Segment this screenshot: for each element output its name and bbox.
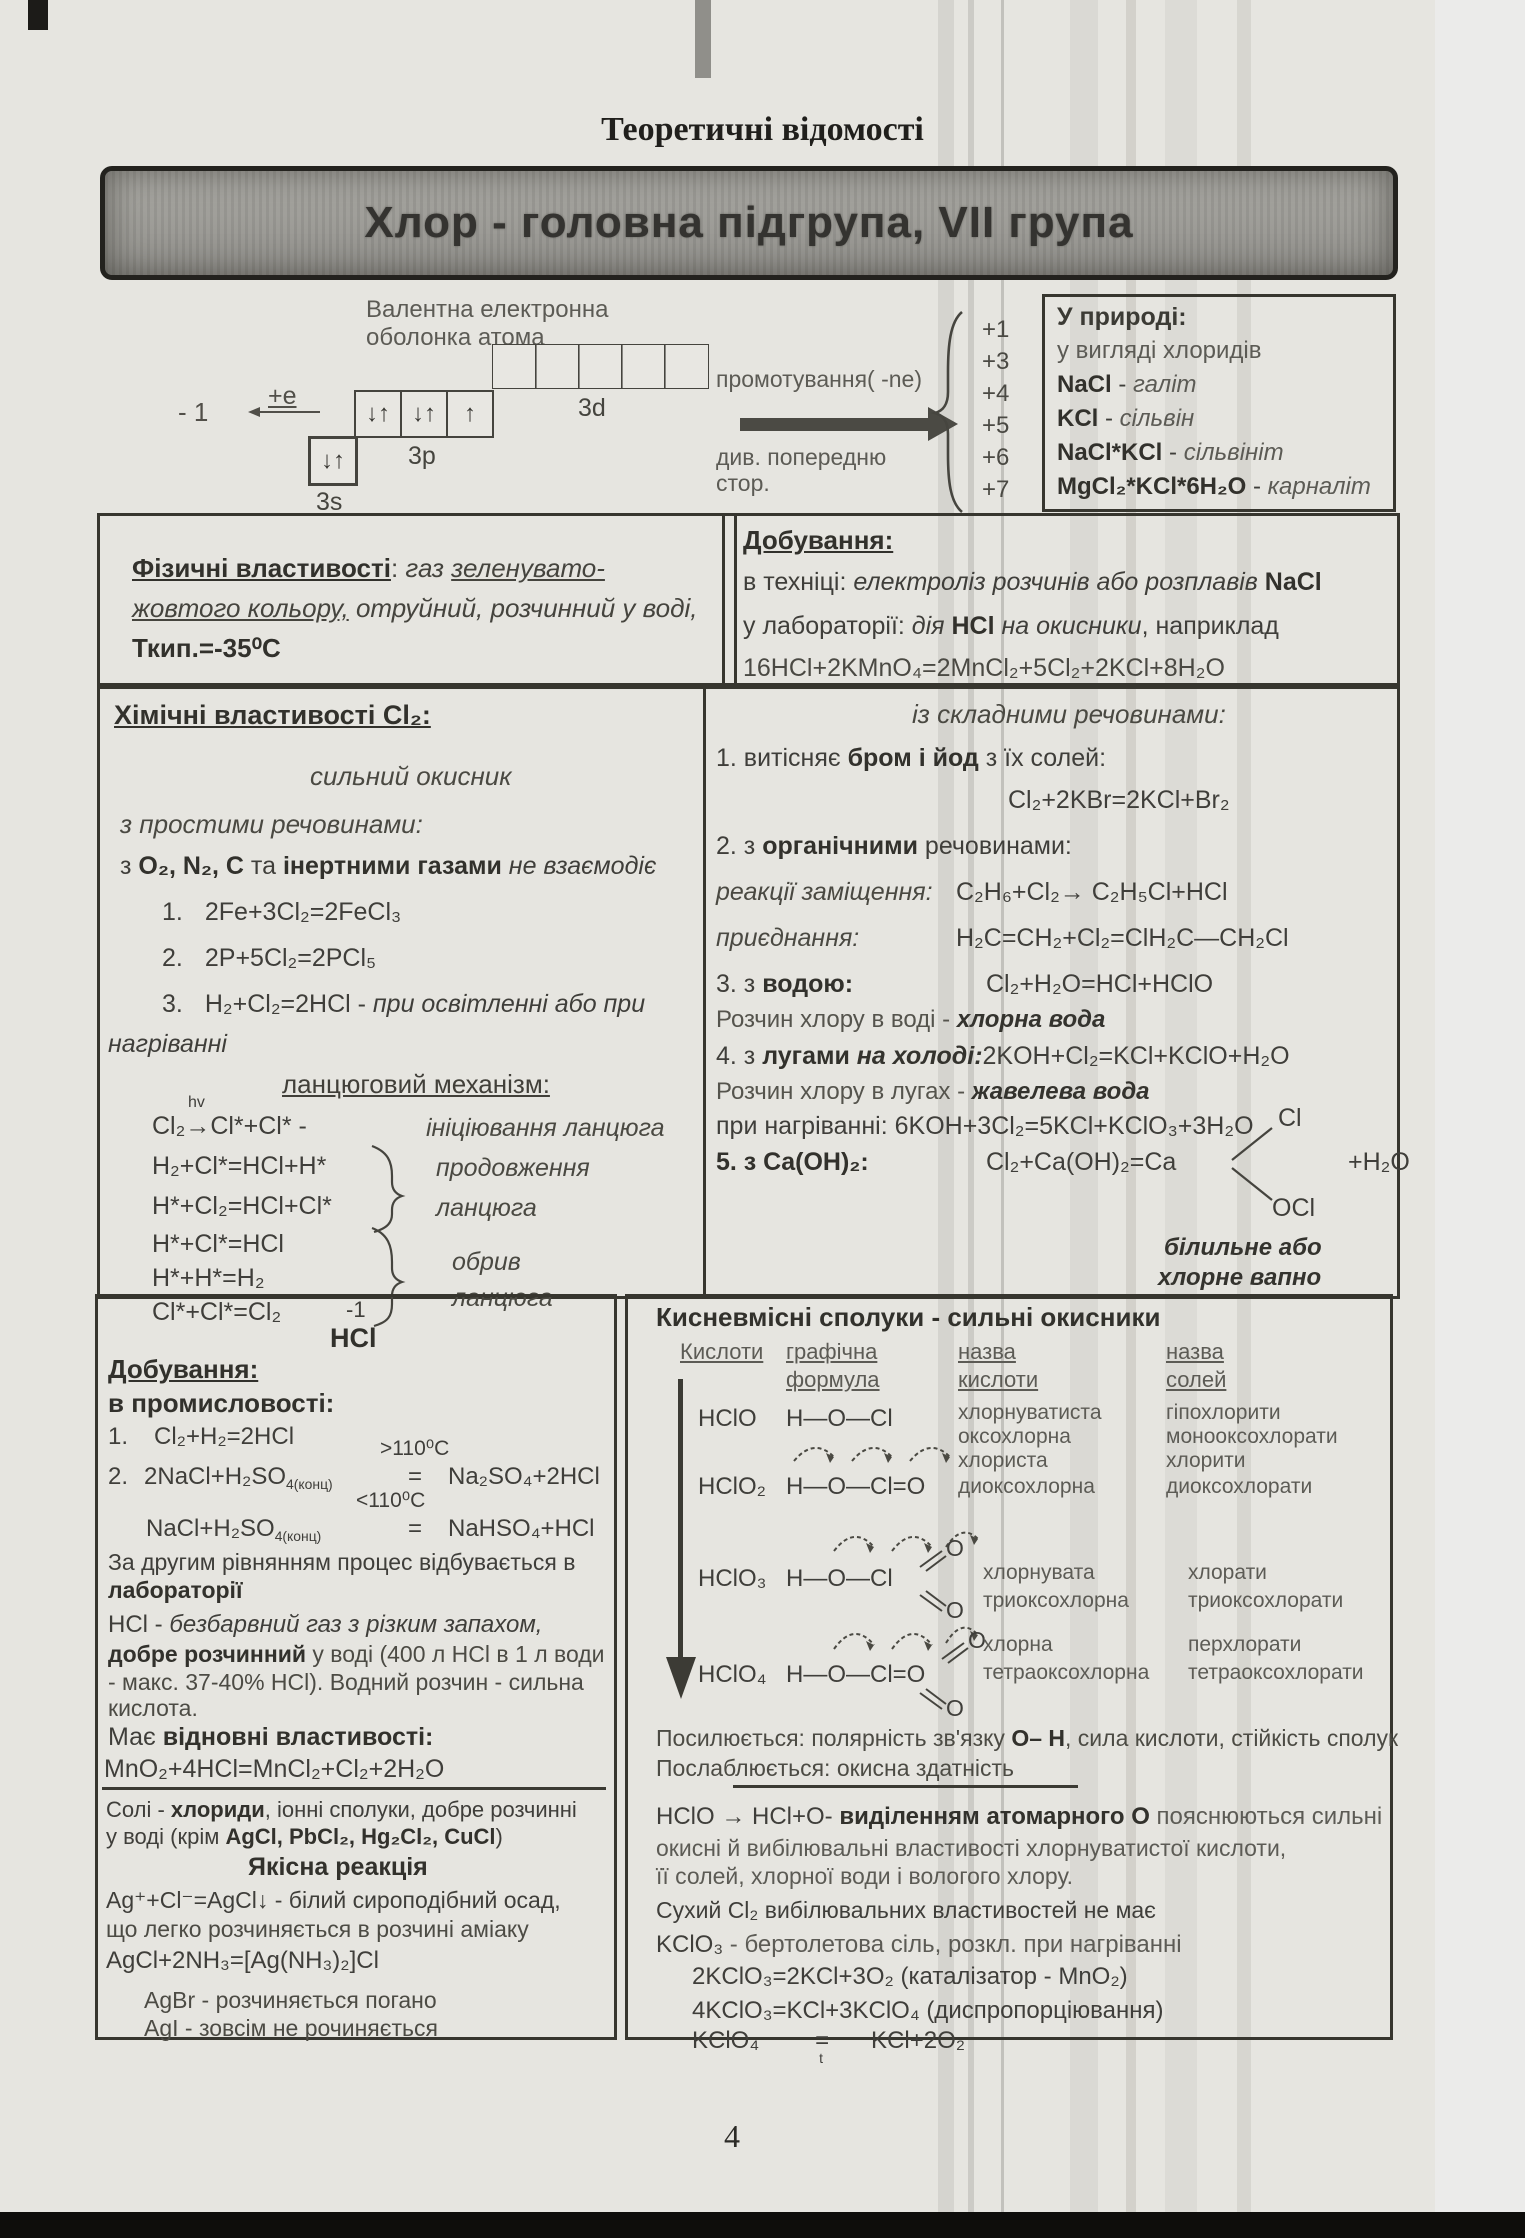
physical-seg: газ: [405, 553, 452, 583]
hcl-desc-3: - макс. 37-40% HCl). Водний розчин - сильна: [108, 1669, 584, 1695]
nature-item: [1057, 371, 1197, 399]
text: О– Н: [1011, 1725, 1066, 1751]
physical-properties-box: [97, 513, 737, 689]
orbital-3d-1: [492, 344, 537, 389]
branch-bottom: OCl: [1272, 1194, 1316, 1222]
orbital-3p-3: [446, 390, 494, 438]
text: ): [495, 1824, 503, 1849]
column-divider: [703, 686, 706, 1296]
oxidation-state: +3: [982, 348, 1010, 375]
cl2-production-title: Добування:: [743, 525, 894, 555]
hcl-eq-3-right: NaHSO₄+HCl: [448, 1515, 595, 1542]
page-title: [0, 110, 1525, 149]
text: , сила кислоти, стійкість сполук: [1065, 1725, 1399, 1751]
hclo-decomp-2: окисні й вибілювальні властивості хлорнуватистої кислоти,: [656, 1835, 1287, 1861]
col-header-acids: Кислоти: [680, 1339, 764, 1364]
bleach-note-1: білильне або: [1164, 1234, 1322, 1261]
condition: t: [819, 2050, 824, 2067]
hcl-salts-1: [106, 1797, 577, 1822]
equation: 2NaCl+H₂SO: [144, 1463, 287, 1490]
text: речовинами:: [917, 832, 1072, 860]
text: 3. з: [716, 970, 763, 998]
acid-name: диоксохлорна: [958, 1475, 1095, 1498]
equation: 6KOH+3Cl₂=5KCl+KClO₃+3H₂O: [894, 1112, 1254, 1140]
complex-title: із складними речовинами:: [912, 699, 1226, 729]
nature-title: У природі:: [1057, 303, 1187, 331]
oxy-title: Кисневмісні сполуки - сильні окисники: [656, 1302, 1161, 1332]
branch-lines-icon: [1226, 1114, 1278, 1206]
see-prev-label: [716, 444, 886, 497]
oxidation-state: +6: [982, 444, 1010, 471]
label-3p: 3p: [408, 442, 436, 470]
sign: =: [815, 2027, 830, 2054]
nature-box: [1042, 294, 1396, 512]
electron-caption: [366, 296, 608, 351]
bottom-bar: [0, 2212, 1525, 2238]
text: водою:: [762, 970, 854, 998]
hcl-eq-3-cond: <110⁰C: [356, 1489, 426, 1512]
acid-name: оксохлорна: [958, 1425, 1071, 1448]
electron-shift-arcs-icon: [788, 1435, 968, 1465]
mineral-name: карналіт: [1267, 473, 1371, 500]
addition-eq: H₂C=CH₂+Cl₂=ClH₂C—CH₂Cl: [956, 924, 1289, 952]
qualitative-3: AgCl+2NH₃=[Ag(NH₃)₂]Cl: [106, 1947, 379, 1974]
plus-e-arrow-icon: [248, 406, 328, 420]
col-header-acidname-1: назва: [958, 1339, 1016, 1364]
mineral-formula: NaCl: [1057, 371, 1112, 398]
salt-name: триоксохлорати: [1188, 1589, 1344, 1612]
substitution-eq: C₂H₆+Cl₂→ C₂H₅Cl+HCl: [956, 878, 1228, 906]
oxygen-branch-top: O: [946, 1535, 964, 1561]
caoh2-eq: Cl₂+Ca(OH)₂=Ca: [986, 1148, 1177, 1176]
mech-row-2: H₂+Cl*=HCl+H*: [152, 1152, 327, 1180]
physical-seg: отруйний, розчинний у воді,: [348, 593, 698, 623]
text: 4. з: [716, 1042, 763, 1070]
equation-p: [162, 944, 376, 973]
text: пояснюються сильні: [1149, 1803, 1383, 1830]
text: Посилюється: полярність зв'язку: [656, 1725, 1012, 1751]
electron-caption-2: оболонка атома: [366, 323, 545, 351]
see-prev-2: стор.: [716, 470, 770, 497]
col-header-acidname-2: кислоти: [958, 1367, 1039, 1392]
mineral-name: сільвініт: [1183, 439, 1284, 466]
equation: NaCl+H₂SO: [146, 1515, 275, 1542]
col-header-formula-1: графічна: [786, 1339, 878, 1364]
colon: :: [390, 553, 406, 583]
subscript: 4(конц): [274, 1527, 322, 1544]
orbital-3d-5: [664, 344, 709, 389]
num: 1.: [162, 898, 183, 926]
branch-top: Cl: [1278, 1104, 1302, 1132]
double-bond-icon: [916, 1545, 950, 1571]
note-3: [716, 1006, 1105, 1034]
text: на холоді:: [849, 1042, 983, 1070]
text: електроліз розчинів або розплавів: [853, 568, 1265, 596]
hcl-production-title: Добування:: [108, 1354, 259, 1384]
acid-formula: HClO: [698, 1405, 757, 1432]
acid-formula: HClO₃: [698, 1565, 767, 1592]
double-bond-icon: [938, 1637, 972, 1663]
dash: -: [1111, 371, 1134, 398]
trend-arrowhead-icon: [666, 1657, 696, 1699]
text: HCl -: [108, 1611, 170, 1638]
kclo3-eq-2: 4KClO₃=KCl+3KClO₄ (диспропорціювання): [692, 1997, 1164, 2024]
qualitative-title: Якісна реакція: [248, 1853, 428, 1881]
nature-item: [1057, 405, 1194, 433]
hclo-decomp-1: [656, 1803, 1382, 1831]
equation: 2Fe+3Cl₂=2FeCl₃: [204, 898, 402, 926]
oxidation-state: +4: [982, 380, 1010, 407]
subscript: 4(конц): [286, 1475, 333, 1492]
text: безбарвний газ з різким запахом,: [169, 1611, 543, 1638]
qualitative-2: що легко розчиняється в розчині аміаку: [106, 1916, 529, 1942]
equation-h2: [162, 990, 645, 1019]
text: 1. витісняє: [716, 744, 848, 772]
text: Розчин хлору в лугах -: [716, 1078, 972, 1105]
formula: KClO₄: [692, 2027, 760, 2054]
hcl-box: [95, 1294, 617, 2040]
text: жавелева вода: [971, 1078, 1150, 1105]
acid-name: хлорнувата: [983, 1561, 1095, 1584]
orbital-3d-2: [535, 344, 580, 389]
text: AgCl, PbCl₂, Hg₂Cl₂, CuCl: [225, 1824, 496, 1849]
label: у лабораторії:: [743, 612, 912, 640]
num: 1.: [108, 1423, 129, 1450]
text: та: [243, 852, 283, 880]
equation-fe: [162, 898, 401, 927]
hcl-eq-2-cond: >110⁰C: [380, 1437, 450, 1460]
banner-title: Хлор - головна підгрупа, VII група: [364, 198, 1134, 247]
orbital-3d-4: [621, 344, 666, 389]
mech-row-6: Cl*+Cl*=Cl₂: [152, 1298, 282, 1326]
equation: Cl₂+H₂=2HCl: [154, 1423, 295, 1450]
kclo3-note: [656, 1931, 1182, 1959]
hcl-salts-2: [106, 1824, 503, 1849]
label: в техніці:: [743, 568, 854, 596]
cl2-production-box: [722, 513, 1400, 689]
condition: при освітленні або при: [372, 990, 646, 1018]
boiling-point: Ткип.=-35⁰С: [132, 633, 281, 663]
text: органічними: [762, 832, 918, 860]
col-header-saltname-1: назва: [1166, 1339, 1224, 1364]
text: лугами: [762, 1042, 850, 1070]
complex-item-4: [716, 1042, 1290, 1071]
text: не взаємодіє: [501, 852, 657, 880]
structural-formula: H—O—Cl: [786, 1405, 893, 1432]
col-header-saltname-2: солей: [1166, 1367, 1227, 1392]
electron-caption-1: Валентна електронна: [366, 296, 609, 323]
orbital-3p3-electrons: ↑: [464, 400, 476, 427]
text: - бертолетова сіль, розкл. при нагріванні: [723, 1931, 1182, 1958]
equation: Cl₂→Cl*+Cl* -: [152, 1112, 307, 1140]
acid-name: хлорна: [983, 1633, 1053, 1656]
mineral-name: галіт: [1133, 371, 1197, 398]
double-bond-icon: [916, 1591, 950, 1617]
equation: HClO → HCl+O-: [656, 1803, 840, 1830]
formula: O₂, N₂, C: [138, 852, 244, 880]
salt-name: перхлорати: [1188, 1633, 1302, 1656]
substitution-label: реакції заміщення:: [716, 878, 933, 906]
acid-name: тетраоксохлорна: [983, 1661, 1150, 1684]
hcl-eq-2-right: Na₂SO₄+2HCl: [448, 1463, 600, 1490]
salt-name: хлорити: [1166, 1449, 1246, 1472]
text: хлориди: [170, 1797, 265, 1822]
weaken-line: Послаблюється: окисна здатність: [656, 1755, 1015, 1781]
dash: -: [1162, 439, 1184, 466]
hcl-eq-3: [146, 1515, 321, 1544]
note-4b: [716, 1112, 1254, 1141]
hcl-desc-4: кислота.: [108, 1695, 198, 1721]
scan-mark: [28, 0, 48, 30]
hclo-decomp-3: її солей, хлорної води і вологого хлору.: [656, 1863, 1074, 1889]
salt-name: тетраоксохлорати: [1188, 1661, 1364, 1684]
oxygen-branch-bottom: O: [946, 1597, 964, 1623]
double-bond-icon: [916, 1689, 950, 1715]
hcl-industry-label: в промисловості:: [108, 1388, 335, 1418]
formula: KClO₃: [656, 1931, 724, 1958]
hcl-eq-1: [108, 1423, 294, 1451]
kclo4-eq: [692, 2027, 965, 2066]
orbital-3s: [308, 436, 358, 486]
formula: NaCl: [1264, 568, 1322, 596]
hcl-eq-2: [108, 1463, 333, 1492]
mech-label-1: ініціювання ланцюга: [426, 1114, 665, 1142]
text: у воді (крім: [106, 1824, 226, 1849]
chemical-title: Хімічні властивості Cl₂:: [114, 700, 431, 730]
mineral-name: сільвін: [1119, 405, 1195, 432]
label: 5. з Ca(OH)₂:: [716, 1148, 869, 1176]
text: при нагріванні:: [716, 1112, 895, 1140]
mech-row-3: H*+Cl₂=HCl+Cl*: [152, 1192, 332, 1220]
divider-rule: [733, 1785, 1078, 1788]
equation: 2P+5Cl₂=2PCl₅: [204, 944, 377, 972]
mechanism-title: ланцюговий механізм:: [282, 1069, 550, 1099]
text: 2. з: [716, 832, 763, 860]
physical-seg: зеленувато-жовтого кольору,: [132, 553, 605, 623]
structural-formula: H—O—Cl: [786, 1565, 893, 1592]
orbital-3d-3: [578, 344, 623, 389]
mech-label-3: ланцюга: [436, 1194, 537, 1222]
text: на окисники: [994, 612, 1142, 640]
salt-name: диоксохлорати: [1166, 1475, 1313, 1498]
dash: -: [1098, 405, 1120, 432]
orbital-3p-1: [354, 390, 402, 438]
acid-formula: HClO₄: [698, 1661, 767, 1688]
inert-gases-line: [120, 852, 656, 881]
structural-formula: H—O—Cl=O: [786, 1473, 926, 1500]
page-number: 4: [724, 2118, 740, 2154]
cl2-production-equation: 16HCl+2KMnO₄=2MnCl₂+5Cl₂+2KCl+8H₂O: [743, 654, 1225, 682]
hv-label: hv: [188, 1094, 205, 1111]
num: 2.: [162, 944, 183, 972]
complex-item-1: [716, 744, 1106, 773]
formula: HCl: [951, 612, 995, 640]
structural-formula: H—O—Cl=O: [786, 1661, 926, 1688]
strengthen-line: [656, 1725, 1398, 1751]
hcl-note-1: За другим рівнянням процес відбувається в: [108, 1549, 576, 1575]
cl2-production-industry: [743, 568, 1322, 597]
plus-e-label: +е: [268, 382, 297, 410]
mech-brace-icon: [368, 1144, 408, 1234]
hcl-note-2: лабораторії: [108, 1577, 243, 1603]
formula: KCl+2O₂: [871, 2027, 966, 2054]
oxygen-branch-bottom: O: [946, 1695, 964, 1721]
hcl-reduce-eq: MnO₂+4HCl=MnCl₂+Cl₂+2H₂O: [104, 1755, 445, 1783]
oxygen-branch-top: O: [968, 1627, 986, 1653]
see-prev-1: див. попередню: [716, 444, 887, 470]
strong-oxidizer: сильний окисник: [310, 761, 512, 791]
label-3s: 3s: [316, 488, 343, 516]
equation-h2-cont: нагріванні: [108, 1030, 227, 1058]
complex-item-3: [716, 970, 853, 999]
promotion-arrow-icon: [740, 418, 928, 431]
hcl-formula: HCl: [330, 1323, 377, 1353]
hcl-charge: -1: [346, 1297, 366, 1322]
text: Має: [108, 1723, 163, 1751]
cl2-production-lab: [743, 612, 1279, 641]
mech-label-4: обрив: [452, 1248, 521, 1276]
salt-name: гіпохлорити: [1166, 1401, 1281, 1424]
nature-line: у вигляді хлоридів: [1057, 337, 1262, 364]
simple-substances-label: з простими речовинами:: [120, 809, 423, 839]
salt-name: монооксохлорати: [1166, 1425, 1338, 1448]
text: з їх солей:: [978, 744, 1107, 772]
page-title-text: Теоретичні відомості: [601, 111, 924, 148]
note-4: [716, 1078, 1150, 1106]
salt-name: хлорати: [1188, 1561, 1267, 1584]
hcl-desc-1: [108, 1611, 542, 1639]
oxidation-state: +7: [982, 476, 1010, 503]
qualitative-4: AgBr - розчиняється погано: [144, 1987, 437, 2013]
brace-icon: [930, 310, 970, 515]
banner: [100, 166, 1398, 280]
text: дія: [911, 612, 952, 640]
plus-h2o: +H₂O: [1348, 1148, 1410, 1176]
text: хлорна вода: [956, 1006, 1106, 1033]
complex-item-2: [716, 832, 1072, 861]
mech-label-5: ланцюга: [452, 1284, 553, 1312]
mineral-formula: MgCl₂*KCl*6H₂O: [1057, 473, 1247, 500]
water-eq: Cl₂+H₂O=HCl+HClO: [986, 970, 1214, 998]
text: інертними газами: [282, 852, 502, 880]
text: відновні властивості:: [162, 1723, 434, 1751]
acid-name: хлориста: [958, 1449, 1048, 1472]
acid-formula: HClO₂: [698, 1473, 766, 1500]
mech-label-2: продовження: [436, 1154, 590, 1182]
mineral-formula: KCl: [1057, 405, 1099, 432]
num: 2.: [108, 1463, 129, 1490]
mineral-formula: NaCl*KCl: [1057, 439, 1163, 466]
thick-rule: [102, 1787, 606, 1790]
dash: -: [1246, 473, 1268, 500]
nature-item: [1057, 473, 1371, 501]
mech-row-1: [152, 1094, 307, 1141]
num: 3.: [162, 990, 183, 1018]
acid-name: хлорнуватиста: [958, 1401, 1102, 1424]
nature-item: [1057, 439, 1284, 467]
text: у воді (400 л HCl в 1 л води: [306, 1641, 605, 1667]
orbital-3p1-electrons: ↓↑: [366, 400, 390, 427]
hcl-eq-2-sign: =: [408, 1463, 423, 1490]
hcl-desc-2: [108, 1641, 605, 1667]
qualitative-5: AgI - зовсім не рочиняється: [144, 2015, 438, 2041]
mech-row-4: H*+Cl*=HCl: [152, 1230, 284, 1258]
qualitative-1: Ag⁺+Cl⁻=AgCl↓ - білий сироподібний осад,: [106, 1887, 561, 1913]
charge-minus-one: - 1: [178, 397, 209, 427]
promotion-label: промотування( -ne): [716, 366, 922, 392]
hcl-eq-3-sign: =: [408, 1515, 423, 1542]
orbital-3p-2: [400, 390, 448, 438]
text: Розчин хлору в воді -: [716, 1006, 957, 1033]
text: виділенням атомарного О: [839, 1803, 1150, 1830]
complex-item-5: [716, 1148, 869, 1177]
scan-mark: [695, 0, 711, 78]
physical-properties-text: [132, 548, 707, 668]
complex-eq-1: Cl₂+2KBr=2KCl+Br₂: [1008, 786, 1230, 814]
kclo3-eq-1: 2KClO₃=2KCl+3O₂ (каталізатор - MnO₂): [692, 1963, 1128, 1990]
oxidation-state: +1: [982, 316, 1010, 343]
acid-name: триоксохлорна: [983, 1589, 1129, 1612]
addition-label: приєднання:: [716, 924, 860, 952]
trend-arrow-icon: [678, 1379, 683, 1659]
orbital-3s-electrons: ↓↑: [321, 447, 345, 474]
orbital-3p2-electrons: ↓↑: [412, 400, 436, 427]
equation: 2KOH+Cl₂=KCl+KClO+H₂O: [982, 1042, 1290, 1070]
hcl-reduce-label: [108, 1723, 433, 1752]
label-3d: 3d: [578, 394, 606, 422]
scan-streak: [1435, 0, 1525, 2212]
text: з: [120, 852, 139, 880]
equation: H₂+Cl₂=2HCl -: [204, 990, 373, 1018]
text: Солі -: [106, 1797, 171, 1822]
text: добре розчинний: [108, 1641, 306, 1667]
physical-title: Фізичні властивості: [132, 553, 391, 583]
text: , іонні сполуки, добре розчинні: [264, 1797, 577, 1822]
dry-chlorine-note: Сухий Cl₂ вибілювальних властивостей не має: [656, 1897, 1156, 1923]
text: бром і йод: [847, 744, 979, 772]
mech-row-5: H*+H*=H₂: [152, 1264, 265, 1292]
col-header-formula-2: формула: [786, 1367, 880, 1392]
oxygen-compounds-box: [625, 1294, 1399, 2067]
oxidation-state: +5: [982, 412, 1010, 439]
bleach-note-2: хлорне вапно: [1158, 1264, 1322, 1291]
text: , наприклад: [1141, 612, 1279, 640]
